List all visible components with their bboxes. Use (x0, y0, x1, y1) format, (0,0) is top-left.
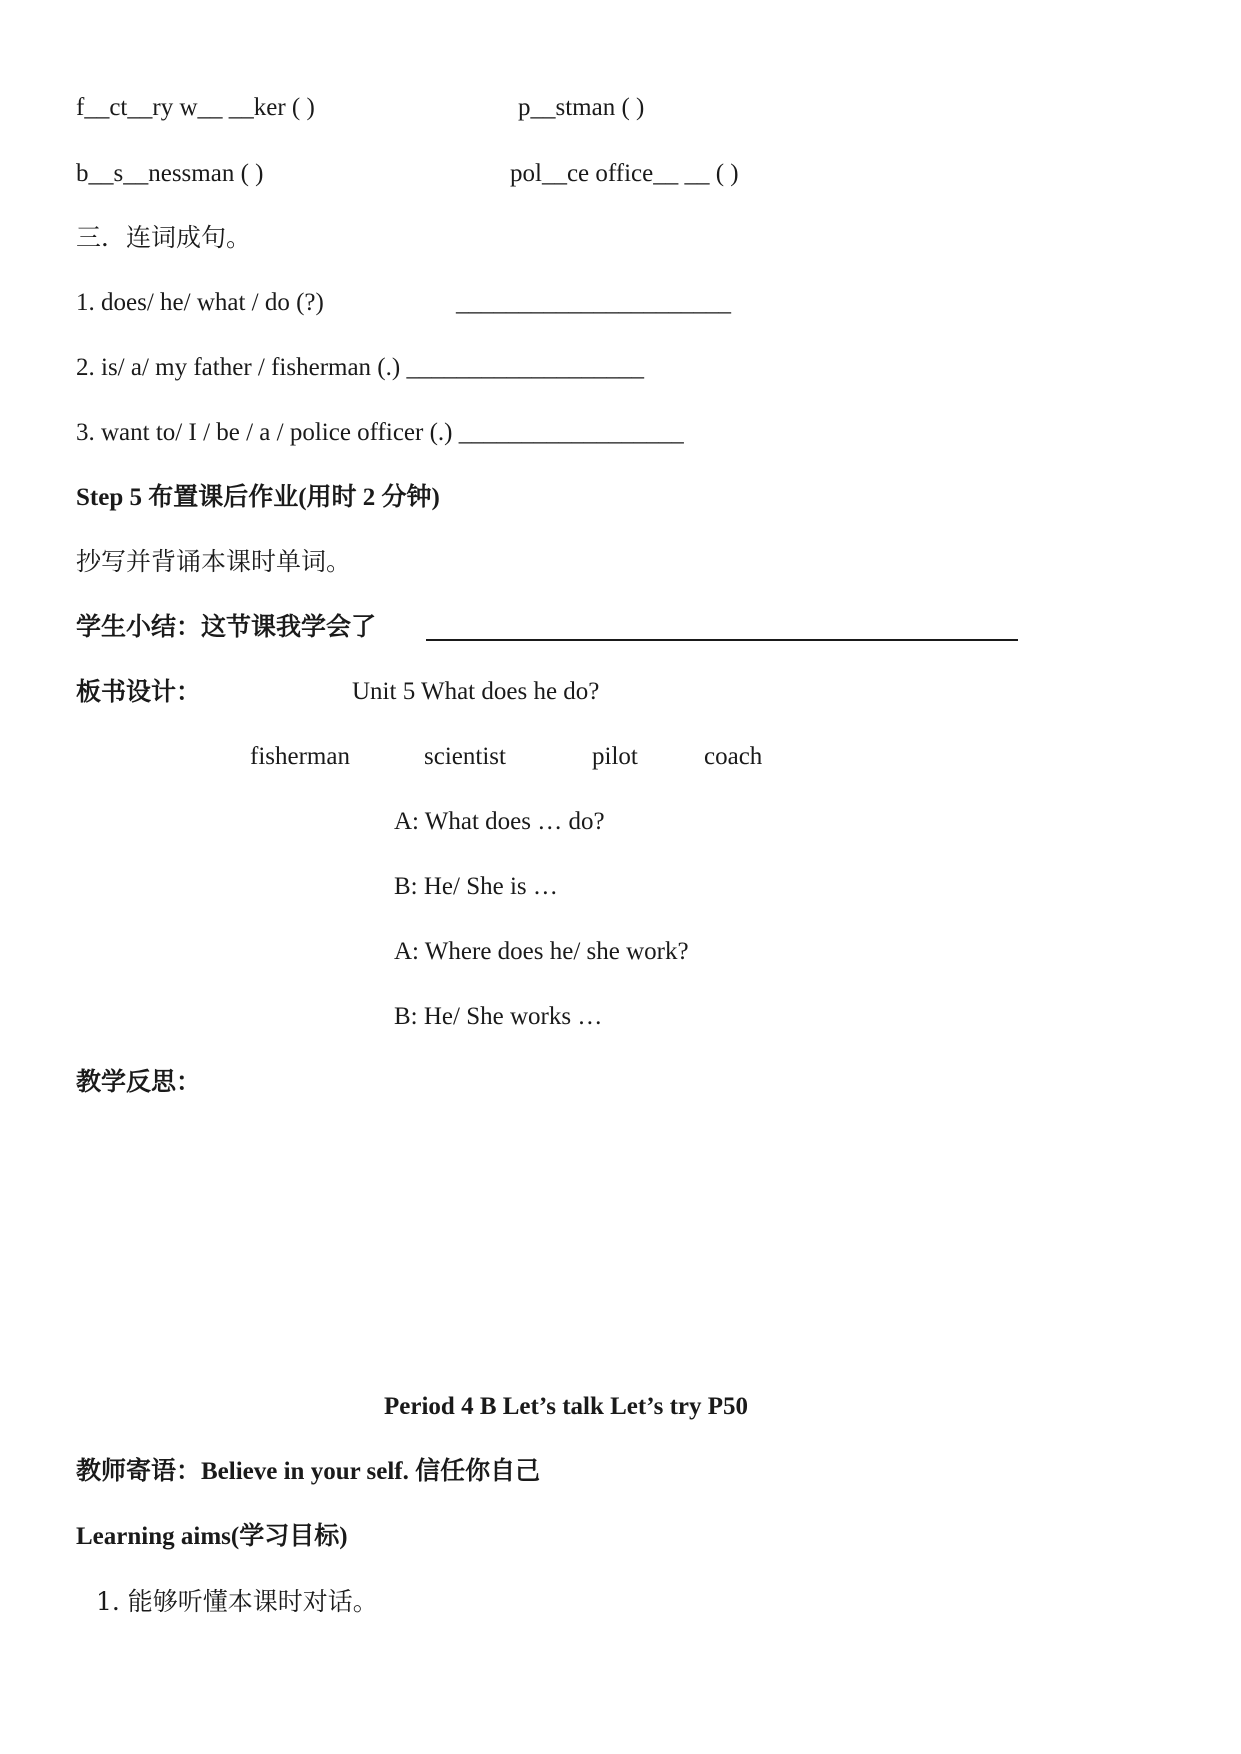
step5-content: 抄写并背诵本课时单词。 (76, 547, 352, 576)
question-3: 3. want to/ I / be / a / police officer (.) __________________ (76, 419, 684, 446)
board-dialogue-line-1: A: What does … do? (394, 808, 605, 835)
question-1-blank: ______________________ (456, 289, 731, 316)
student-summary-label: 学生小结：这节课我学会了 (76, 612, 377, 641)
fill-item-businessman: b__s__nessman ( ) (76, 160, 264, 187)
learning-aim-1: 1. 能够听懂本课时对话。 (96, 1587, 378, 1616)
teaching-reflection-label: 教学反思： (76, 1067, 202, 1096)
board-word-coach: coach (704, 743, 763, 770)
board-dialogue-line-3: A: Where does he/ she work? (394, 938, 689, 965)
question-2: 2. is/ a/ my father / fisherman (.) ___________________ (76, 354, 644, 381)
board-dialogue-line-4: B: He/ She works … (394, 1003, 603, 1030)
question-1: 1. does/ he/ what / do (?) (76, 289, 324, 316)
fill-item-postman: p__stman ( ) (518, 94, 645, 121)
board-word-pilot: pilot (592, 743, 638, 770)
period4-title: Period 4 B Let’s talk Let’s try P50 (384, 1393, 749, 1420)
board-word-scientist: scientist (424, 743, 506, 770)
teacher-words: 教师寄语：Believe in your self. 信任你自己 (76, 1458, 541, 1485)
step5-heading: Step 5 布置课后作业(用时 2 分钟) (76, 484, 440, 511)
section3-heading: 三．连词成句。 (76, 223, 252, 252)
fill-item-police-officer: pol__ce office__ __ ( ) (510, 160, 739, 187)
board-word-fisherman: fisherman (250, 743, 350, 770)
board-dialogue-line-2: B: He/ She is … (394, 873, 558, 900)
learning-aims-heading: Learning aims(学习目标) (76, 1523, 348, 1550)
board-design-label: 板书设计： (76, 677, 202, 706)
fill-item-factory-worker: f__ct__ry w__ __ker ( ) (76, 94, 315, 121)
board-title: Unit 5 What does he do? (352, 678, 600, 705)
summary-answer-line (426, 639, 1018, 641)
